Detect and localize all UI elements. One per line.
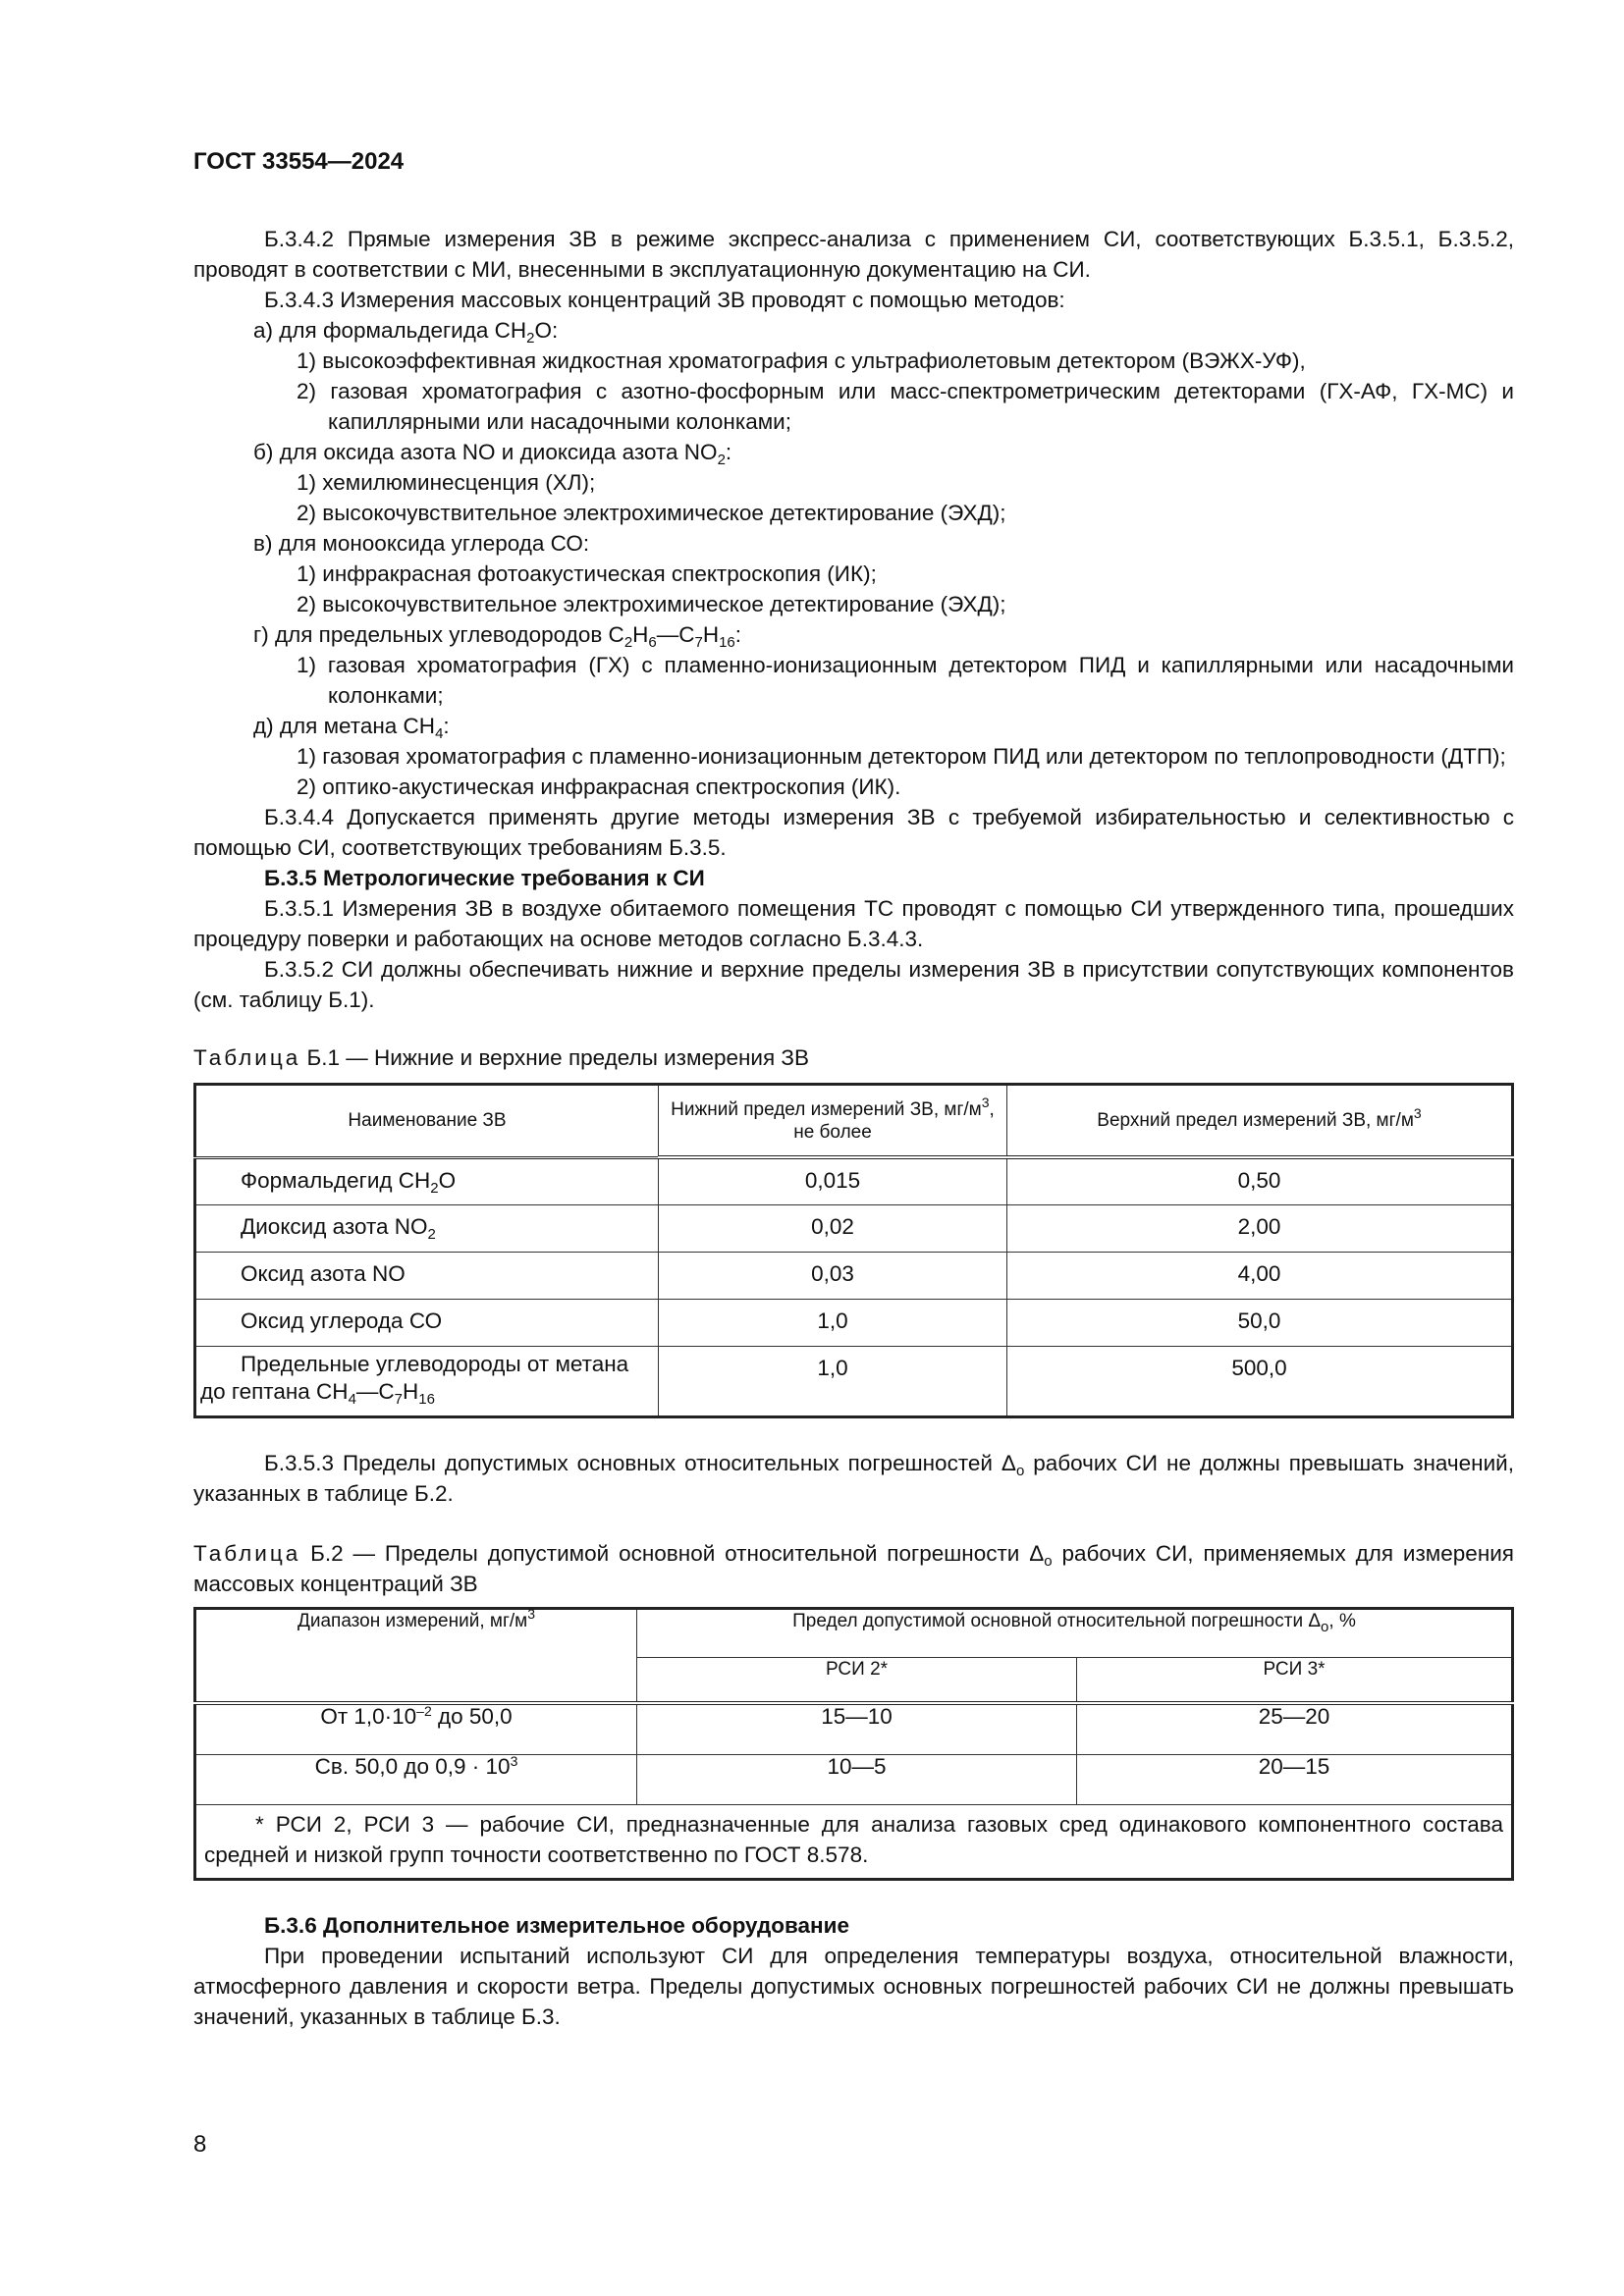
table-b2-col-rsi3: РСИ 3*	[1077, 1657, 1513, 1703]
table-b2-note: * РСИ 2, РСИ 3 — рабочие СИ, предназначенные для анализа газовых сред одинакового компонентного состава средней и низкой групп точности соответственно по ГОСТ 8.578.	[195, 1804, 1513, 1879]
table-row	[195, 1204, 1513, 1252]
table-b2-caption: Таблица Б.2 — Пределы допустимой основной относительной погрешности $\Delta_о$ рабочих СИ, применяемых для измерения массовых концентраций ЗВ	[193, 1540, 1514, 1596]
paragraph-b3-6: При проведении испытаний используют СИ для определения температуры воздуха, относительной влажности, атмосферного давления и скорости ветра. Пределы допустимых основных погрешностей рабочих СИ не должны превышать значений, указанных в таблице Б.3.	[193, 1943, 1514, 2029]
table-b2-col-range: Диапазон измерений, $мг/м^3$	[195, 1608, 637, 1703]
table-b1-cell-name: Предельные углеводороды от метана до гептана $СН_4—С_7Н_{16}$	[195, 1346, 659, 1416]
list-item-v: в) для монооксида углерода СО:	[253, 531, 590, 556]
table-row	[195, 1299, 1513, 1346]
list-item-d2: 2) оптико-акустическая инфракрасная спектроскопия (ИК).	[297, 774, 901, 799]
table-b1-cell-low: 1,0	[659, 1346, 1007, 1416]
table-row	[195, 1157, 1513, 1204]
table-b1-cell-low: 0,03	[659, 1252, 1007, 1299]
table-b1-col-high: Верхний предел измерений ЗВ, $мг/м^3$	[1007, 1085, 1513, 1158]
list-item-d: д) для метана $СН_4$:	[253, 714, 450, 742]
table-b1-cell-name: Диоксид азота $NO_2$	[195, 1204, 659, 1252]
paragraph-b3-5-1: Б.3.5.1 Измерения ЗВ в воздухе обитаемого помещения ТС проводят с помощью СИ утвержденного типа, прошедших процедуру поверки и работающих на основе методов согласно Б.3.4.3.	[193, 896, 1514, 951]
table-b1-caption: Таблица Б.1 — Нижние и верхние пределы измерения ЗВ	[193, 1045, 810, 1070]
list-item-v2: 2) высокочувствительное электрохимическое детектирование (ЭХД);	[297, 592, 1006, 616]
table-b1-col-low: Нижний предел измерений ЗВ, $мг/м^3$, не более	[659, 1085, 1007, 1158]
table-b2-cell-rsi2: 15—10	[637, 1703, 1077, 1755]
list-item-a1: 1) высокоэффективная жидкостная хроматография с ультрафиолетовым детектором (ВЭЖХ-УФ),	[297, 348, 1306, 373]
page-number: 8	[193, 2131, 207, 2158]
document-body	[193, 224, 1514, 2032]
paragraph-b3-4-2: Б.3.4.2 Прямые измерения ЗВ в режиме экспресс-анализа с применением СИ, соответствующих Б.3.5.1, Б.3.5.2, проводят в соответствии с МИ, внесенными в эксплуатационную документацию на СИ.	[193, 227, 1514, 282]
paragraph-b3-4-3: Б.3.4.3 Измерения массовых концентраций ЗВ проводят с помощью методов:	[264, 288, 1065, 312]
list-item-d1: 1) газовая хроматография с пламенно-ионизационным детектором ПИД или детектором по теплопроводности (ДТП);	[297, 744, 1506, 769]
list-item-b2: 2) высокочувствительное электрохимическое детектирование (ЭХД);	[297, 501, 1006, 525]
heading-b3-5: Б.3.5 Метрологические требования к СИ	[264, 866, 705, 890]
list-item-b: б) для оксида азота NO и диоксида азота $NO_2$:	[253, 440, 732, 468]
list-item-g: г) для предельных углеводородов $С_2Н_6—С_7Н_{16}$:	[253, 622, 742, 651]
table-b2-cell-range: Св. 50,0 до $0,9 \cdot 10^3$	[195, 1754, 637, 1804]
paragraph-b3-5-2: Б.3.5.2 СИ должны обеспечивать нижние и верхние пределы измерения ЗВ в присутствии сопутствующих компонентов (см. таблицу Б.1).	[193, 957, 1514, 1012]
table-b1-col-name: Наименование ЗВ	[195, 1085, 659, 1158]
table-b2-cell-range: От $1,0\cdot 10^{-2}$ до 50,0	[195, 1703, 637, 1755]
table-row	[195, 1754, 1513, 1804]
table-b1-cell-name: Формальдегид $СН_2О$	[195, 1157, 659, 1204]
heading-b3-6: Б.3.6 Дополнительное измерительное оборудование	[264, 1912, 849, 1938]
table-b1	[193, 1083, 1514, 1418]
list-item-b1: 1) хемилюминесценция (ХЛ);	[297, 470, 596, 495]
table-b2-col-limit: Предел допустимой основной относительной погрешности $\Delta_о$, %	[637, 1608, 1513, 1657]
table-b2-cell-rsi3: 20—15	[1077, 1754, 1513, 1804]
table-b1-cell-name: Оксид углерода СО	[195, 1299, 659, 1346]
table-b2-cell-rsi3: 25—20	[1077, 1703, 1513, 1755]
table-b1-cell-high: 500,0	[1007, 1346, 1513, 1416]
table-b2	[193, 1607, 1514, 1881]
table-b1-cell-high: 50,0	[1007, 1299, 1513, 1346]
list-item-g1: 1) газовая хроматография (ГХ) с пламенно-ионизационным детектором ПИД и капиллярными или насадочными колонками;	[297, 653, 1514, 708]
table-b1-cell-low: 0,02	[659, 1204, 1007, 1252]
table-b2-note-row	[195, 1804, 1513, 1879]
table-b1-cell-low: 0,015	[659, 1157, 1007, 1204]
list-item-v1: 1) инфракрасная фотоакустическая спектроскопия (ИК);	[297, 561, 877, 586]
table-row	[195, 1703, 1513, 1755]
table-b1-cell-low: 1,0	[659, 1299, 1007, 1346]
table-row	[195, 1252, 1513, 1299]
table-b1-cell-high: 2,00	[1007, 1204, 1513, 1252]
table-row	[195, 1346, 1513, 1416]
table-b1-cell-high: 4,00	[1007, 1252, 1513, 1299]
paragraph-b3-4-4: Б.3.4.4 Допускается применять другие методы измерения ЗВ с требуемой избирательностью и селективностью с помощью СИ, соответствующих требованиям Б.3.5.	[193, 805, 1514, 860]
paragraph-b3-5-3: Б.3.5.3 Пределы допустимых основных относительных погрешностей $\Delta_о$ рабочих СИ не должны превышать значений, указанных в таблице Б.2.	[193, 1450, 1514, 1506]
table-b1-cell-high: 0,50	[1007, 1157, 1513, 1204]
table-b2-header-row	[195, 1608, 1513, 1657]
table-b1-cell-name: Оксид азота NO	[195, 1252, 659, 1299]
table-b1-header-row	[195, 1085, 1513, 1158]
list-item-a: а) для формальдегида $СН_2О$:	[253, 318, 559, 347]
document-header-title: ГОСТ 33554—2024	[193, 148, 405, 175]
list-item-a2: 2) газовая хроматография с азотно-фосфорным или масс-спектрометрическим детекторами (ГХ-АФ, ГХ-МС) и капиллярными или насадочными колонками;	[297, 379, 1514, 434]
table-b2-col-rsi2: РСИ 2*	[637, 1657, 1077, 1703]
table-b2-cell-rsi2: 10—5	[637, 1754, 1077, 1804]
